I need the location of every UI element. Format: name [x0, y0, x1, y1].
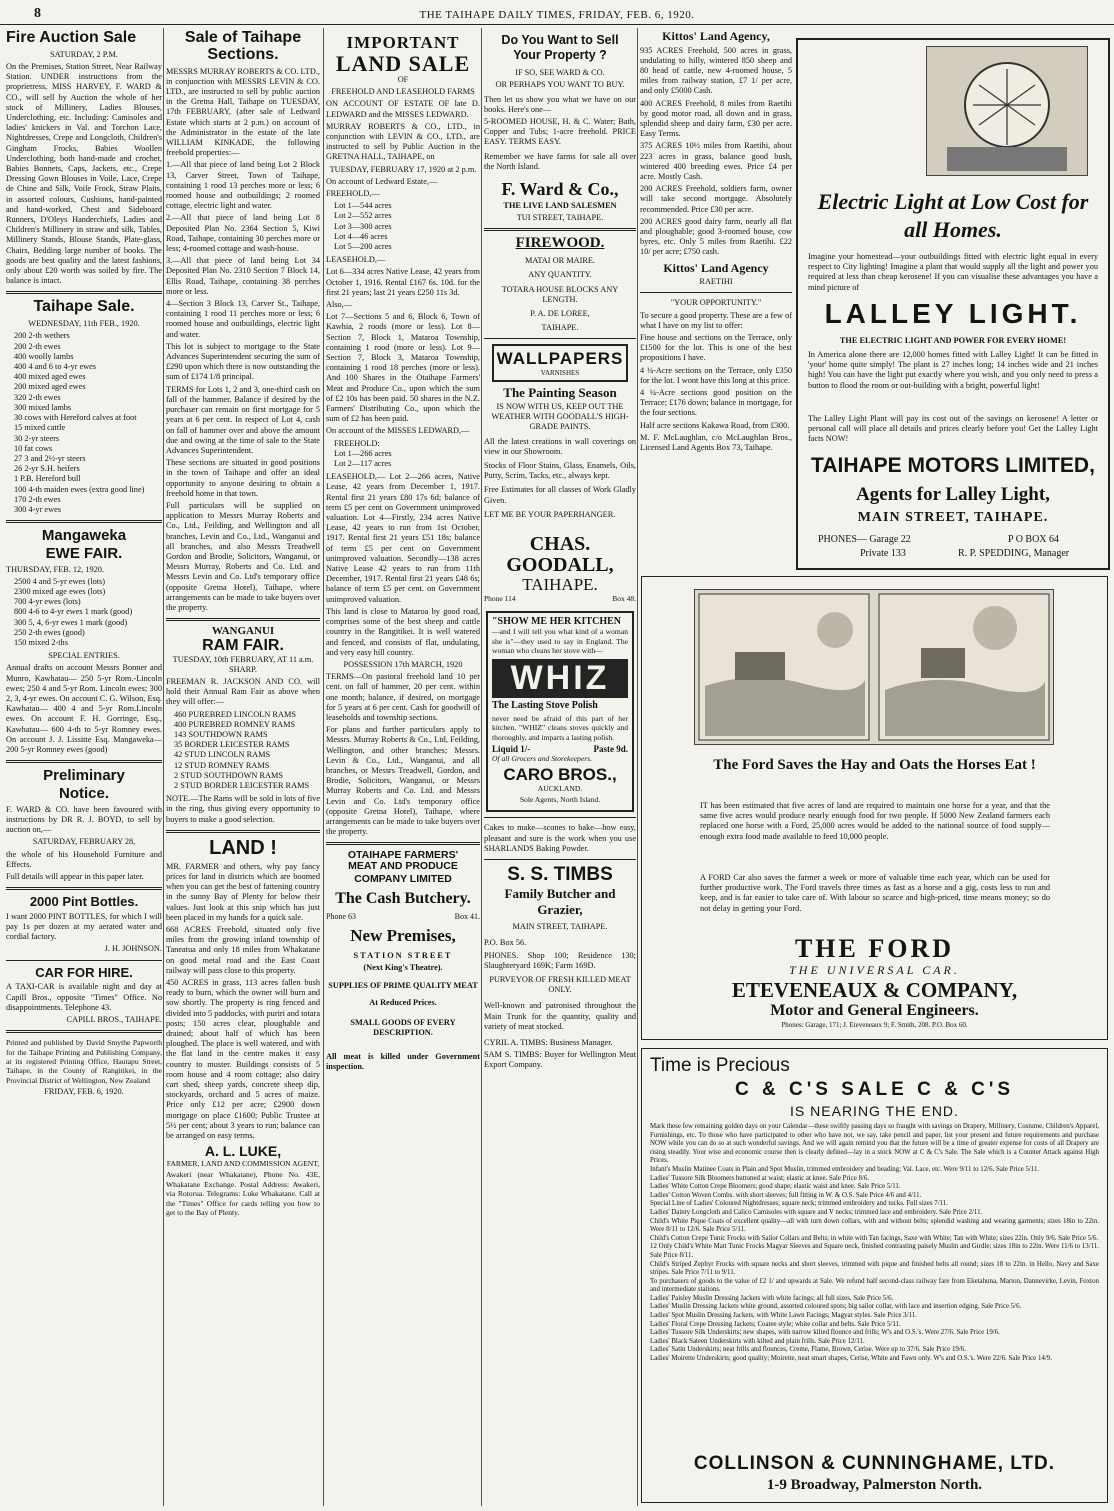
list-item: 42 STUD LINCOLN RAMS	[174, 750, 271, 760]
list-item: 400 4 and 6 to 4-yr ewes	[14, 362, 97, 372]
bottles-body: I want 2000 PINT BOTTLES, for which I will pay 1s per dozen at my aerated water and cordial factory.	[6, 911, 162, 942]
taihape-sale-title: Taihape Sale.	[33, 298, 135, 316]
divider	[484, 338, 636, 339]
meat-co-line-3: COMPANY LIMITED	[354, 873, 452, 886]
lot-4: 4—Section 3 Block 13, Carver St., Taihape, containing 1 rood 11 perches more or less; 6 roomed house and outbuildings, electric light and water.	[166, 299, 320, 339]
divider	[6, 960, 162, 961]
list-item: 300 4-yr ewes	[14, 504, 62, 514]
taihape-label: TAIHAPE.	[541, 323, 579, 333]
divider	[484, 228, 636, 231]
time-precious: Time is Precious	[650, 1055, 790, 1076]
kittos-listing-3: 375 ACRES 10½ miles from Raetihi, about 223 acres in grass, balance good bush, wintered 400 breeding ewes. Price £4 per acre. Mostly Cash.	[640, 141, 792, 182]
wallpapers-label: WALLPAPERS	[496, 349, 624, 369]
cc-item: Infant's Muslin Matinee Coats in Plain and Spot Muslin, trimmed embroidery and beading; Val. Lace, etc. Were 9/11 to 12/6. Sale Price 5/11.	[650, 1165, 1040, 1173]
sam-timbs: SAM S. TIMBS: Buyer for Wellington Meat Export Company.	[484, 1050, 636, 1070]
special-entries-body: Annual drafts on account Messrs Bonner and Munro, Kawhatau— 250 5-yr Rom.-Lincoln ewes; 250 4 and 5-yr Rom. Lincoln ewes; 300 2, 3, 4-yr ewes. On account C. G. Wilson, Esq. Kawhatau— 400 4 and 5-yr Rom.Lincoln ewes. On account F. H. Gorringe, Esq., Kawhatau— 600 4-th to 5-yr Romney ewes. On account J. J. Lissitte Esq. Mangaweka— 200 5-yr Romney ewes (good)	[6, 663, 162, 755]
list-item: 300 mixed lambs	[14, 402, 72, 412]
list-item: Lot 2—552 acres	[334, 211, 392, 221]
firewood-title: FIREWOOD.	[515, 235, 605, 252]
painting-text-3: Stocks of Floor Stains, Glass, Enamels, Oils, Putty, Scrim, Tacks, etc., always kept.	[484, 461, 636, 481]
kitchen-text: —and I will tell you what kind of a woman she is"—they used to say in England. The woman who cleans her stove with—	[492, 627, 628, 656]
goodall-phone: Phone 114	[484, 593, 516, 603]
column-rule	[323, 28, 324, 1506]
leasehold-heading: LEASEHOLD,—	[326, 255, 386, 265]
imprint-date: FRIDAY, FEB. 6, 1920.	[44, 1087, 124, 1097]
small-goods: SMALL GOODS OF EVERY DESCRIPTION.	[350, 1017, 456, 1038]
list-item: 26 2-yr S.H. heifers	[14, 464, 80, 474]
kittos-listing-1: 935 ACRES Freehold, 500 acres in grass, undulating to hilly, wintered 850 sheep and 80 head of cattle, new 4-roomed house, 5 miles from railway station, £7 1/ per acre, and only £5000 Cash.	[640, 45, 792, 96]
column-4	[484, 28, 636, 1508]
particulars: Full particulars will be supplied on application to Messrs Murray Roberts and Co., Ltd., Feilding, and Wellington and all branches, Levin and Co., Ltd., Wanganui and all branches, and also Messrs Treadwell Gordon and Brodie, Solicitors, Wanganui, or Messrs Murray, Roberts and Co. Ltd. and Messrs Levin and Co. Ltd's temporary office (opposite Gretna Hotel), Taihape, where arrangements can be made to take buyers over the property.	[166, 500, 320, 612]
list-item: Lot 4—46 acres	[334, 231, 388, 241]
divider	[166, 618, 320, 621]
lalley-tagline: THE ELECTRIC LIGHT AND POWER FOR EVERY HOME!	[839, 336, 1067, 345]
ram-fair-date: TUESDAY, 10th FEBRUARY, AT 11 a.m. SHARP.	[172, 654, 314, 674]
list-item: 30 2-yr steers	[14, 433, 60, 443]
list-item: 800 4-6 to 4-yr ewes 1 mark (good)	[14, 607, 133, 617]
goodall-contact	[484, 594, 636, 603]
taihape-sale-list	[6, 331, 162, 515]
butchery-phone: Phone 63	[326, 912, 356, 922]
list-item: 460 PUREBRED LINCOLN RAMS	[174, 709, 296, 719]
list-item: FREEHOLD:	[334, 438, 380, 448]
divider	[6, 1030, 162, 1033]
also-heading: Also,—	[326, 300, 353, 309]
painting-text-4: Free Estimates for all classes of Work Gladly Given.	[484, 485, 636, 505]
station-street: STATION STREET	[353, 951, 453, 961]
imprint: Printed and published by David Smythe Papworth for the Taihape Printing and Publishing Company, at its registered Printing Office, Hautapu Street, Taihape, in the County of Rangitikei, in the Provincial District of Wellington, New Zealand	[6, 1038, 162, 1085]
opportunity-4: 4 ¼-Acre sections good position on the Terrace; £176 down; balance in mortgage, for the four sections.	[640, 388, 792, 418]
eteveneaux-company: ETEVENEAUX & COMPANY,	[731, 978, 1018, 1002]
list-item: 143 SOUTHDOWN RAMS	[174, 729, 268, 739]
sale-intro: MURRAY ROBERTS & CO., LTD., in conjunction with LEVIN & CO., LTD., are instructed to sell by Public Auction in the GRETNA HALL, TAIHAPE, on	[326, 121, 480, 162]
list-item: Lot 3—300 acres	[334, 221, 392, 231]
divider	[6, 887, 162, 890]
ford-ad	[641, 576, 1108, 1040]
page-number: 8	[34, 6, 41, 21]
lot-3: 3.—All that piece of land being Lot 34 Deposited Plan No. 2310 Section 7 Block 14, Ellis Road, Taihape, containing 38 perches more or less.	[166, 256, 320, 296]
cc-item: Ladies' Floral Crepe Dressing Jackets; Coatee style; white collar and belts. Sale Price 5/11.	[650, 1320, 901, 1328]
goodall-box: Box 48.	[612, 593, 636, 603]
kitchen-title: "SHOW ME HER KITCHEN	[492, 615, 621, 627]
divider	[6, 291, 162, 294]
timbs-po: P.O. Box 56.	[484, 938, 527, 948]
list-item: 400 PUREBRED ROMNEY RAMS	[174, 719, 296, 729]
sell-title-1: Do You Want to Sell	[501, 33, 619, 47]
divider	[6, 520, 162, 523]
grocers: Of all Grocers and Storekeepers.	[492, 754, 593, 764]
goodall-town: TAIHAPE.	[522, 575, 598, 595]
divider	[640, 292, 792, 293]
cyril-timbs: CYRIL A. TIMBS: Business Manager.	[484, 1038, 613, 1048]
lalley-text-1: In America alone there are 12,000 homes fitted with Lalley Light! It can be fitted in 'your' home quite simply! The plant is 27 inches long; 14 inches wide and 21 inches high! You can have the light put exactly where you wish, and you only need to press a button to flood the room or out-building with a bright, powerful light!	[808, 350, 1098, 390]
sell-title-2: Your Property ?	[513, 48, 607, 63]
timbs-street: MAIN STREET, TAIHAPE.	[512, 922, 608, 932]
ledward-estate: On account of Ledward Estate,—	[326, 176, 438, 186]
wanganui-title: WANGANUI	[211, 625, 275, 638]
ram-note: NOTE.—The Rams will be sold in lots of five in the ring, thus giving every opportunity to buyers to make a good selection.	[166, 794, 320, 824]
sale-date: TUESDAY, FEBRUARY 17, 1920 at 2 p.m.	[329, 164, 477, 174]
masthead	[0, 4, 1114, 25]
timbs-phones: PHONES. Shop 100; Residence 130; Slaughteryard 169K; Farm 169D.	[484, 950, 636, 970]
fire-auction-body: On the Premises, Station Street, Near Railway Station. UNDER instructions from the proprietress, MISS HARVEY, F. WARD & CO., will sell by Auction the whole of her stock of Millinery, Ladies Blouses, Underclothing, etc. Including: Camisoles and ladies' knickers in Val. and Torchon Lace, Nightdresses, Crepe and Longcloth, Children's Gingham Frocks, Babies Woollen Underclothing, both hand-made and crochet, Babies Bonnets, Caps, Jackets, etc., Crepe Dressing Gown Blouses in Voile, Lace, Crepe de Chine and Silk, Voile Frock, Straw Plaits, in assorted colours, Cushions, hand-painted and hand-worked, Chest and Sideboard Runners, D'Oleys Handerchiefs, Ladies and Children's Millinery in straw and silk, Tables, Millinery Stands, Blouse Stands, Plate-glass, Chairs, Bedding large number of books. The goods are best quality and the latest fashions, only about £20 worth was soiled by fire. The balance is intact.	[6, 62, 162, 286]
column-rule	[163, 28, 164, 1506]
butchery-box: Box 41.	[454, 912, 480, 922]
also-lots: Lot 7—Sections 5 and 6, Block 6, Town of Kawhia, 2 roods (more or less). Lot 8—Section 7, Block 1, Mataroa Township, containing 1 rood (more or less). Lot 9—Section 7, Block 3, Mataroa Township, containing 1 rood 18 perches (more or less). And 100 Shares in the Otaihape Farmers' Meat and Produce Co., upon which the sum of £2 10s has been paid. 50 shares in the N.Z. Farmers' Distributing Co., upon which the sum of £2 has been paid.	[326, 312, 480, 424]
list-item: 35 BORDER LEICESTER RAMS	[174, 740, 290, 750]
opportunity-5: Half acre sections Kakawa Road, from £300.	[640, 420, 790, 430]
cc-item: Ladies' Tussore Silk Underskirts; new shapes, with narrow kilted flounce and frills; W's and O.S.'s. Were 27/6. Sale Price 19/6.	[650, 1329, 1000, 1337]
purveyor: PURVEYOR OF FRESH KILLED MEAT ONLY.	[489, 975, 631, 995]
column-5	[640, 28, 792, 568]
caro-bros: CARO BROS.,	[503, 764, 617, 784]
list-item: 10 fat cows	[14, 443, 53, 453]
liquid-price: Liquid 1/-	[492, 744, 531, 755]
ford-phones: Phones: Garage, 171; J. Eteveneaux 9; F. Smith, 208. P.O. Box 60.	[781, 1021, 968, 1029]
freehold-heading: FREEHOLD,—	[326, 188, 380, 198]
cc-body: Mark these few remaining golden days on your Calendar—these swiftly passing days so fraught with savings on Drapery, Millinery, Costume, Children's Apparel, Furnishings, etc. To those who have participated to other who have not, we say, take pencil and paper, list your present and future requirements and purchase NOW while you can do so at such wonderful savings. And we will again remind you that the future will be a time of greater expense for costs of all Drapery are rising steadily. Your wise and economic course then is clearly defined—lay in a stock NOW at C & C's Sale. The Sale which is a Counter Attack against High Prices.	[650, 1123, 1099, 1165]
taihape-motors: TAIHAPE MOTORS LIMITED,	[811, 454, 1095, 477]
cc-item: Ladies' Tussore Silk Bloomers buttoned at waist; elastic at knee. Sale Price 8/6.	[650, 1174, 870, 1182]
ram-list	[166, 710, 320, 792]
lamp-illustration	[926, 46, 1088, 176]
list-item: 700 4-yr ewes (lots)	[14, 597, 81, 607]
prelim-date: SATURDAY, FEBRUARY 28,	[32, 837, 136, 847]
list-item: 12 STUD ROMNEY RAMS	[174, 760, 270, 770]
kittos-title: Kittos' Land Agency,	[662, 29, 770, 43]
cc-sale-banner: C & C'S SALE C & C'S	[734, 1079, 1015, 1100]
lease-lot-6: Lot 6—334 acres Native Lease, 42 years from October 1, 1916. Rental £167 6s. 10d. for the first 21 years; last 21 years £250 11s 3d.	[326, 267, 480, 297]
notice-title: Notice.	[58, 785, 109, 803]
column-3	[326, 28, 480, 1508]
live-salesmen: THE LIVE LAND SALESMEN	[503, 200, 617, 210]
see-ward: IF SO, SEE WARD & CO.	[515, 68, 605, 78]
list-item: 30 cows with Hereford calves at foot	[14, 413, 137, 423]
sale-terms: TERMS—On pastoral freehold land 10 per cent. on fall of hammer, 20 per cent. within one month; balance, if desired, on mortgage for 5 years at 6 per cent. Cash for goodwill of leaseholds and township sections.	[326, 672, 480, 722]
whiz-prices	[492, 744, 628, 754]
universal-car: THE UNIVERSAL CAR.	[789, 963, 960, 977]
mangaweka-date: THURSDAY, FEB. 12, 1920.	[6, 564, 104, 574]
car-signature: CAPILL BROS., TAIHAPE.	[66, 1014, 162, 1024]
list-item: 400 woolly lambs	[14, 351, 74, 361]
fire-auction-time: SATURDAY, 2 P.M.	[49, 49, 118, 59]
ford-illustration	[694, 589, 1054, 745]
tui-street: TUI STREET, TAIHAPE.	[516, 213, 604, 223]
situated: These sections are situated in good positions in the town of Taihape and offer an ideal opportunity to anyone desiring to obtain a freehold home in that town.	[166, 458, 320, 498]
goodall-name: CHAS. GOODALL,	[506, 533, 614, 577]
bottles-title: 2000 Pint Bottles.	[29, 894, 139, 910]
special-entries-title: SPECIAL ENTRIES.	[48, 651, 120, 661]
terms: TERMS for Lots 1, 2 and 3, one-third cash on fall of the hammer. Balance if desired by the purchaser can remain on first mortgage for 5 years at 6 per cent. In respect of Lot 4, cash on fall of hammer over and above the amount due and owing at the time of sale to the State Advances Superintendent.	[166, 384, 320, 455]
deloree: P. A. DE LOREE,	[530, 308, 590, 318]
sharlands-text: Cakes to make—scones to bake—how easy, pleasant and sure is the work when you use SHARLANDS Baking Powder.	[484, 823, 636, 853]
ward-name: F. Ward & Co.,	[501, 179, 619, 200]
cc-item: Child's Striped Zephyr Frocks with square necks and short sleeves, trimmed with pique and finished belts all round; sizes 18 to 22in. in Hello, Navy and Saxe stripes. Sale Price 7/11 to 9/11.	[650, 1260, 1099, 1277]
family-butcher: Family Butcher and	[504, 885, 616, 901]
cc-item: Special Line of Ladies' Coloured Nightdresses; square neck; trimmed embroidery and tucks. Full sizes 7/11.	[650, 1200, 948, 1208]
fire-auction-title: Fire Auction Sale	[6, 29, 137, 46]
luke-role: FARMER, LAND AND COMMISSION AGENT,	[166, 1158, 320, 1168]
timbs-name: S. S. TIMBS	[507, 863, 613, 885]
lalley-brand: LALLEY LIGHT.	[824, 298, 1082, 329]
list-item: 300 5, 4, 6-yr ewes 1 mark (good)	[14, 617, 128, 627]
lalley-intro: Imagine your homestead—your outbuildings fitted with electric light equal in every respect to City lighting! Imagine a plant that would supply all the light and power you required at less than cheap kerosene! If you can visualise these advantages you have a mind picture of	[808, 252, 1098, 292]
new-premises-title: New Premises,	[350, 926, 456, 946]
prelim-body2: the whole of his Household Furniture and Effects.	[6, 849, 162, 869]
column-1	[6, 28, 162, 1508]
luke-address: Awakeri (near Whakatane), Phone No. 43E, Whakatane Exchange. Postal Address: Awakeri, via Rotorua. Telegrams: Luke Whakatane. Call at the "Times" Office for cards telling you how to get to the Bay of Plenty.	[166, 1170, 320, 1217]
cc-item: Ladies' Paisley Muslin Dressing Jackets with white facings; all full sizes. Sale Price 5/6.	[650, 1294, 894, 1302]
preliminary-title: Preliminary	[43, 767, 125, 785]
sections-body: MESSRS MURRAY ROBERTS & CO. LTD., in conjunction with MESSRS LEVIN & CO. LTD., are instructed to sell by public auction in the Gretna Hall, Taihape on TUESDAY, 17th FEBRUARY, (after sale of Ledward Estate which starts at 2 p.m.) on account of the Administrator in the estate of the late WILLIAM KINKADE, the following freehold properties:—	[166, 66, 320, 158]
list-item: 150 mixed 2-ths	[14, 638, 68, 648]
painting-text: IS NOW WITH US, KEEP OUT THE WEATHER WITH GOODALL'S HIGH-GRADE PAINTS.	[491, 401, 629, 432]
lalley-manager: R. P. SPEDDING, Manager	[958, 548, 1070, 559]
list-item: Lot 1—544 acres	[334, 201, 392, 211]
meat-co-line-1: OTAIHAPE FARMERS'	[347, 849, 459, 862]
misses-leasehold: LEASEHOLD,— Lot 2—266 acres, Native Lease, 42 years from December 1, 1917. Rental first 21 years £80 17s 6d; balance of term £5 per cent on Government unimproved valuation. Lot 4—Firstly, 234 acres Native Lease, 42 years to run from 1st October, 1917. Rental first 21 years £51 18s; balance of term £5 per cent on Government unimproved valuation. Secondly—138 acres Native Lease 42 years to run from 11th December, 1917. Rental first 21 years £48 6s; balance of term £5 per cent. on Government unimproved valuation.	[326, 472, 480, 604]
cc-item: Ladies' Moirette Underskirts; good quality; Moirette, neat smart shapes, Cerise, White and Fawn only. W's and O.S.'s. Were 22/6. Sale Price 14/9.	[650, 1355, 1052, 1363]
cc-body-block	[650, 1123, 1099, 1364]
list-item: 170 2-th ewes	[14, 494, 61, 504]
taihape-sale-date: WEDNESDAY, 11th FEB., 1920.	[28, 319, 140, 329]
prelim-body: F. WARD & CO. have been favoured with instructions by DR R. J. BOYD, to sell by auction on,—	[6, 804, 162, 835]
want-to-buy: OR PERHAPS YOU WANT TO BUY.	[495, 80, 625, 90]
remember-text: Remember we have farms for sale all over the North Island.	[484, 151, 636, 171]
divider	[6, 760, 162, 763]
land-body: MR. FARMER and others, why pay fancy prices for land in districts which are boomed when you can get the best of fattening country in the sunny Bay of Plenty for below their values. Just look at this snip which has just been placed in my hands for a quick sale.	[166, 861, 320, 922]
lalley-private: Private 133	[860, 548, 906, 559]
sole-agents: Sole Agents, North Island.	[519, 794, 601, 804]
cc-sale-ad	[641, 1048, 1108, 1503]
mangaweka-title: Mangaweka	[41, 527, 127, 545]
supplies: SUPPLIES OF PRIME QUALITY MEAT	[328, 981, 478, 991]
list-item: Lot 5—200 acres	[334, 241, 392, 251]
painting-season-title: The Painting Season	[503, 385, 617, 401]
lalley-agents: Agents for Lalley Light,	[856, 484, 1050, 505]
reduced-prices: At Reduced Prices.	[369, 997, 437, 1007]
car-title: CAR FOR HIRE.	[35, 964, 133, 980]
cc-item: 12 Only Child's White Matt Tunic Frocks Magyar Sleeves and Square neck, finished contrasting paisely Muslin and Girdle; sizes 18in to 22in. Were 11/6 to 13/11. Sale Price 8/11.	[650, 1243, 1099, 1259]
land-body3: 450 ACRES in grass, 113 acres fallen bush ready to burn, which the owner will burn and sow shortly. The property is ring fenced and divided into 5 paddocks, with puriri and totara posts; 150 acres clear, ploughable and drained; about half of which has been ploughed. The place is well watered, and with the flat land in the centre makes it easy country to muster. Buildings consists of 5 room house and 4 room cottage; also dairy cart shed, sheep yards, concrete sheep dip, stockyards, orchard and 5 acres of maize. Price only £12 per acre; £2900 down mortgage on place £1600; Public Trustee at 5½ per cent; about 3 years to run; balance can be arranged on easy terms.	[166, 977, 320, 1141]
kittos-listing-4: 200 ACRES Freehold, soldiers farm, owner will take second mortgage. Absolutely recommended. Price £30 per acre.	[640, 184, 792, 214]
list-item: 2500 4 and 5-yr ewes (lots)	[14, 576, 106, 586]
list-item: 400 mixed aged ewes	[14, 372, 86, 382]
lalley-headline: Electric Light at Low Cost for all Homes.	[817, 189, 1089, 242]
sections-title: Sale of Taihape Sections.	[184, 29, 302, 63]
cc-address: 1-9 Broadway, Palmerston North.	[766, 1477, 983, 1493]
mortgage: This lot is subject to mortgage to the State Advances Superintendent securing the sum of £290 upon which there is now outstanding the sum of £174 1/8 principal.	[166, 341, 320, 382]
government-inspection: All meat is killed under Government inspection.	[326, 1052, 480, 1072]
the-ford: THE FORD	[794, 934, 955, 963]
column-rule	[637, 28, 638, 1506]
kittos-sig: Kittos' Land Agency	[663, 260, 769, 275]
whiz-ad	[486, 611, 634, 813]
plans-info: For plans and further particulars apply to Messrs. Murray Roberts & Co., Ltd, Feilding, Wellington, and other branches; Messrs. Levin & Co., Ltd., Wanganui, and all branches, or Messrs Treadwell, Gordon, and Brodie, Solicitors, Wanganui, or Messrs Murray Roberts and Co. Ltd. and Messrs Levin and Co. Ltd's temporary office (opposite Gretna Hotel), Taihape, where arrangements can be made to take buyers over the property.	[326, 725, 480, 837]
cc-item: Ladies' Cotton Woven Combs. with short sleeves; full fitting in W. & O.S. Sale Price 4/6 and 4/11.	[650, 1191, 922, 1199]
varnishes-label: VARNISHES	[540, 369, 580, 378]
list-item: 2 STUD SOUTHDOWN RAMS	[174, 770, 284, 780]
house-listing: 5-ROOMED HOUSE, H. & C. Water; Bath, Copper and Tubs; 1-acre freehold. PRICE EASY. TERMS EASY.	[484, 117, 636, 147]
collinson-cunninghame: COLLINSON & CUNNINGHAME, LTD.	[693, 1453, 1056, 1474]
ram-fair-title: RAM FAIR.	[202, 636, 284, 654]
divider	[484, 859, 636, 860]
lalley-main-street: MAIN STREET, TAIHAPE.	[857, 510, 1049, 525]
whiz-text: never need be afraid of this part of her kitchen. "WHIZ" cleans stoves quickly and thoroughly, and imparts a lasting polish.	[492, 714, 628, 742]
divider	[326, 842, 480, 845]
masthead-title: THE TAIHAPE DAILY TIMES, FRIDAY, FEB. 6, 1920.	[419, 9, 695, 21]
paste-price: Paste 9d.	[593, 744, 628, 755]
matai: MATAI OR MAIRE.	[524, 256, 596, 266]
cc-item: Child's White Pique Coats of excellent quality—all with turn down collars, with and without belts; splendid washing and wearing garments; sizes 18in to 22in. Were 8/11 to 12/6. Sale Price 5/11.	[650, 1217, 1099, 1234]
painting-text-5: LET ME BE YOUR PAPERHANGER.	[484, 509, 616, 519]
lalley-text-2: The Lalley Light Plant will pay its cost out of the savings on kerosene! A letter or personal call will place all details and prices clearly before you! Get the Lalley Light facts NOW!	[808, 414, 1098, 444]
list-item: Lot 1—266 acres	[334, 448, 392, 458]
ford-headline: The Ford Saves the Hay and Oats the Horses Eat !	[713, 757, 1036, 773]
wallpapers-logo	[492, 344, 628, 382]
timbs-well-known: Well-known and patronised throughout the Main Trunk for the quantity, quality and variety of meat stocked.	[484, 1001, 636, 1031]
next-kings: (Next King's Theatre).	[363, 963, 443, 973]
list-item: 2 STUD BORDER LEICESTER RAMS	[174, 780, 310, 790]
motor-engineers: Motor and General Engineers.	[770, 1002, 979, 1019]
auckland: AUCKLAND.	[537, 783, 583, 793]
lalley-light-ad	[796, 38, 1110, 570]
estate-note: ON ACCOUNT OF ESTATE OF late D. LEDWARD and the MISSES LEDWARD.	[326, 99, 480, 119]
land-title: LAND !	[209, 836, 277, 859]
list-item: 200 2-th ewes	[14, 341, 61, 351]
list-item: 15 mixed cattle	[14, 423, 66, 433]
then-text: Then let us show you what we have on our books. Here's one—	[484, 94, 636, 114]
freehold-lots	[326, 201, 480, 252]
kittos-listing-2: 400 ACRES Freehold, 8 miles from Raetihi by good motor road, all down and in grass, splendid sheep and dairy farm, £30 per acre. Easy Terms.	[640, 98, 792, 139]
lot-2: 2.—All that piece of land being Lot 8 Deposited Plan No. 2364 Section 5, Kiwi Road, Taihape, containing 30 perches more or less; 4-roomed cottage and wash-house.	[166, 213, 320, 254]
lot-1: 1.—All that piece of land being Lot 2 Block 13, Carver Street, Town of Taihape, containing 1 rood 13 perches more or less; 6 roomed house and outbuildings; 2 roomed cottage, electric light and water.	[166, 160, 320, 211]
list-item: 320 2-th ewes	[14, 392, 61, 402]
ram-fair-body: FREEMAN R. JACKSON AND CO. will hold their Annual Ram Fair as above when they will offer:—	[166, 676, 320, 707]
ewe-fair-title: EWE FAIR.	[45, 544, 123, 562]
cc-item: Ladies' Dainty Longcloth and Calico Camisoles with square and V necks; trimmed lace and embroidery. Sale Price 2/11.	[650, 1208, 983, 1216]
of-label: OF	[397, 74, 409, 84]
opportunity-3: 4 ¼-Acre sections on the Terrace, only £350 for the lot. I wont have this long at this price.	[640, 365, 792, 385]
list-item: 2300 mixed age ewes (lots)	[14, 587, 106, 597]
opportunity-1: To secure a good property. These are a few of what I have on my list to offer:	[640, 310, 792, 330]
bottles-signature: J. H. JOHNSON.	[104, 944, 162, 954]
luke-name: A. L. LUKE,	[204, 1143, 282, 1160]
mangaweka-list	[6, 577, 162, 648]
meat-co-line-2: MEAT AND PRODUCE	[348, 860, 458, 873]
totara: TOTARA HOUSE BLOCKS ANY LENGTH.	[501, 284, 619, 304]
raetihi: RAETIHI	[699, 277, 733, 287]
nearing-end: IS NEARING THE END.	[790, 1103, 959, 1119]
cc-item: To purchasers of goods to the value of £2 1/ and upwards at Sale. We refund half second-class railway fare from Eketahuna, Marton, Dannevirke, Levin, Foxton and intermediate stations.	[650, 1277, 1099, 1294]
cc-item: Ladies' Black Sateen Underskirts with kilted and plain frills. Sale Price 12/11.	[650, 1337, 865, 1345]
misses-lots	[326, 439, 480, 470]
list-item: 1 P.B. Hereford bull	[14, 474, 81, 484]
land-sale-title: LAND SALE	[335, 50, 471, 76]
cash-butchery-title: The Cash Butchery.	[335, 890, 471, 908]
grazier: Grazier,	[537, 901, 583, 917]
column-rule	[481, 28, 482, 1506]
car-body: A TAXI-CAR is available night and day at Capill Bros., opposite "Times" Office. No disappointments. Telephone 43.	[6, 982, 162, 1012]
land-description: This land is close to Mataroa by good road, comprises some of the best sheep and cattle country in the Rangitikei. It is well watered and fenced, and consists of flat, undulating, and very easy hill country.	[326, 606, 480, 657]
butchery-contact	[326, 912, 480, 921]
divider	[166, 830, 320, 833]
lasting-polish: The Lasting Stove Polish	[492, 699, 598, 711]
possession: POSSESSION 17th MARCH, 1920	[343, 659, 463, 669]
cc-item: Ladies' White Cotton Crepe Bloomers; good shape; elastic waist and knee. Sale Price 5/11.	[650, 1183, 901, 1191]
cc-item: Child's Cotton Crepe Tunic Frocks with Sailor Collars and Belts; in white with Tan facings, Saxe with White; Tan with White; sizes 22in. Only 9/6. Sale Price 5/6.	[650, 1234, 1099, 1242]
list-item: 250 2-th ewes (good)	[14, 627, 85, 637]
list-item: Lot 2—117 acres	[334, 459, 392, 469]
prelim-body3: Full details will appear in this paper later.	[6, 872, 144, 881]
land-body2: 668 ACRES Freehold, situated only five miles from the growing inland township of Taneatua and only 18 miles from Whakatane on good metal road and the East Coast railway will pass close to this property.	[166, 924, 320, 975]
list-item: 200 mixed aged ewes	[14, 382, 86, 392]
cc-item: Ladies' Spot Muslin Dressing Jackets, with White Lawn Facings; Magyar styles. Sale Price 3/11.	[650, 1312, 917, 1320]
freehold-leasehold: FREEHOLD AND LEASEHOLD FARMS	[331, 87, 475, 97]
cc-item: Ladies' Satin Underskirts; neat frills and flounces, Creme, Flame, Brown, Cerise. Were up to 37/6. Sale Price 19/6.	[650, 1346, 966, 1354]
ford-body: IT has been estimated that five acres of land are required to maintain one horse for a year, and that the same five acres would produce nearly enough food for two people. If 5000 New Zealand farmers each replaced one horse with a Ford, 25,000 acres would be added to the national source of food supply—enough extra food made available to feed 10,000 people.	[700, 801, 1050, 841]
ford-body-2: A FORD Car also saves the farmer a week or more of valuable time each year, which can be used for further productive work. The Ford travels three times as fast as a horse and a gig, costs less to run and keep, and is far easier to take care of. With labour so scarce and high-priced, time means money; so do not delay in getting your Ford.	[700, 873, 1050, 913]
list-item: 27 3 and 2½-yr steers	[14, 453, 86, 463]
opportunity-2: Fine house and sections on the Terrace, only £1500 for the lot. This is one of the best propositions I have.	[640, 333, 792, 363]
opportunity-6: M. F. McLaughlan, c/o McLaughlan Bros., Licensed Land Agents Box 73, Taihape.	[640, 432, 792, 453]
list-item: 100 4-th maiden ewes (extra good line)	[14, 484, 145, 494]
whiz-logo: WHIZ	[492, 659, 628, 698]
painting-text-2: All the latest creations in wall coverings on view in our Showroom.	[484, 436, 636, 456]
misses-account: On account of the MISSES LEDWARD,—	[326, 426, 470, 436]
list-item: 200 2-th wethers	[14, 331, 70, 341]
column-2	[166, 28, 320, 1508]
any-quantity: ANY QUANTITY.	[528, 270, 592, 280]
opportunity-title: "YOUR OPPORTUNITY."	[670, 298, 762, 308]
important-title: IMPORTANT	[346, 33, 460, 52]
lalley-box: P O BOX 64	[1008, 534, 1060, 545]
lalley-phones: PHONES— Garage 22	[818, 534, 911, 545]
divider	[484, 817, 636, 818]
cc-item: Ladies' Muslin Dressing Jackets white ground, assorted coloured spots; big sailor collar, with lace and insertion edging. Sale Price 5/6.	[650, 1303, 1022, 1311]
kittos-listing-5: 200 ACRES good dairy farm, nearly all flat and ploughable; good 3-roomed house, cow byres, etc. Only 5 miles from Raetihi. £22 10/ per acre; £750 cash.	[640, 216, 792, 257]
